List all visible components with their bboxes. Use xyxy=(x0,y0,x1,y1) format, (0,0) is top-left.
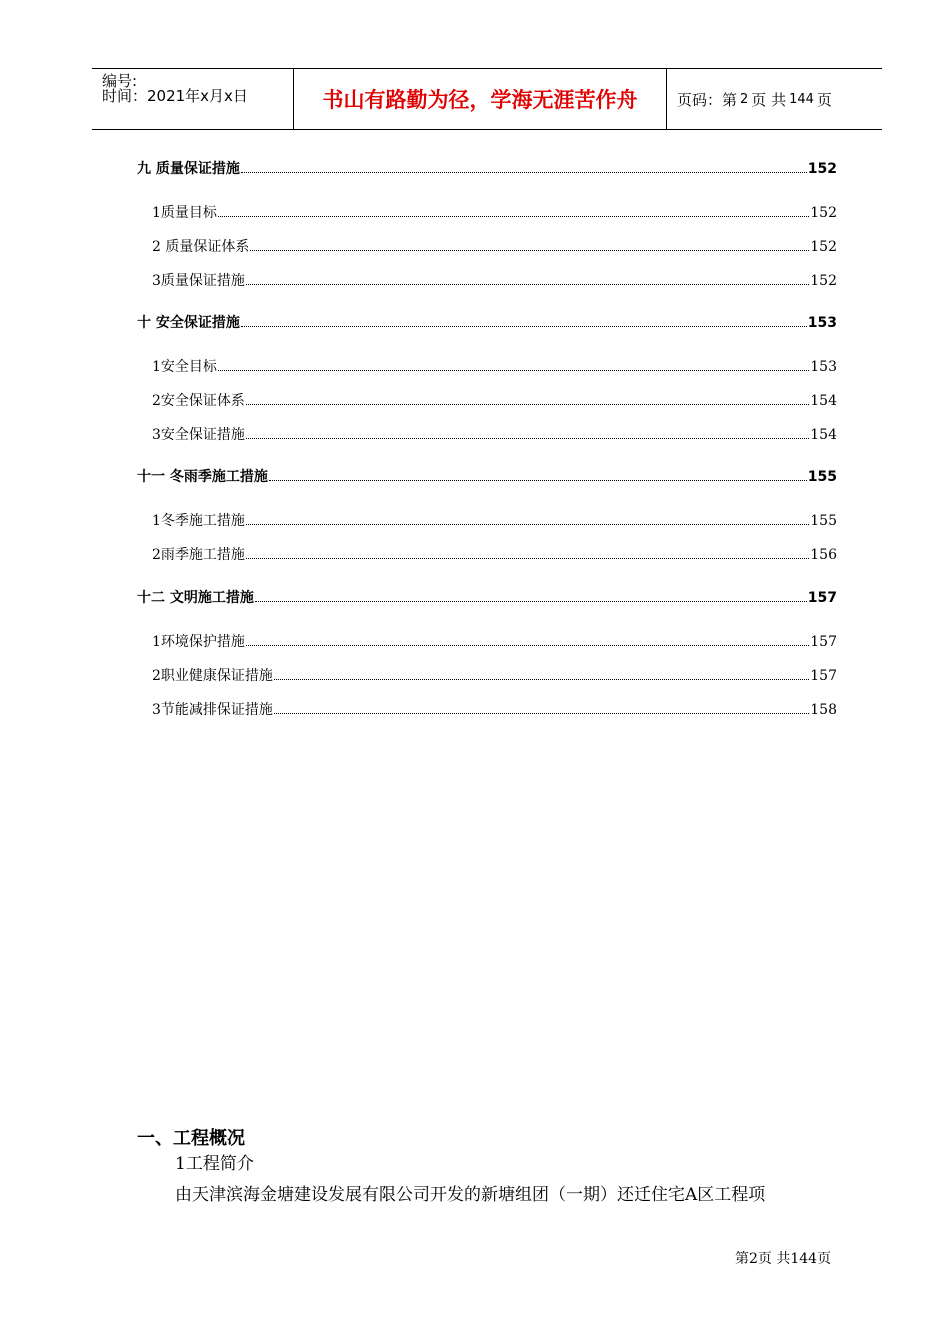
page-total: 144 xyxy=(789,91,814,107)
toc-leader-dots xyxy=(246,557,809,559)
toc-entry[interactable] xyxy=(137,699,837,719)
toc-entry-title: 九 质量保证措施 xyxy=(137,161,240,177)
toc-entry[interactable] xyxy=(137,270,837,290)
toc-entry-title: 3质量保证措施 xyxy=(152,273,245,289)
page-number: 2 xyxy=(740,91,749,107)
toc-entry-page: 157 xyxy=(810,668,837,684)
toc-entry-page: 152 xyxy=(810,239,837,255)
toc-leader-dots xyxy=(246,403,809,405)
toc-entry[interactable] xyxy=(137,390,837,410)
toc-entry[interactable] xyxy=(137,424,837,444)
toc-entry-title: 1环境保护措施 xyxy=(152,634,245,650)
toc-entry-title: 十二 文明施工措施 xyxy=(137,590,254,606)
toc-leader-dots xyxy=(246,644,809,646)
page-footer: 第2页 共144页 xyxy=(735,1251,832,1267)
page-mid: 页 共 xyxy=(751,90,787,109)
toc-entry-page: 158 xyxy=(810,702,837,718)
toc-entry-page: 154 xyxy=(810,427,837,443)
toc-leader-dots xyxy=(255,600,807,602)
toc-entry[interactable] xyxy=(137,236,837,256)
toc-entry-title: 1安全目标 xyxy=(152,359,217,375)
toc-entry-page: 157 xyxy=(807,590,837,606)
toc-entry-title: 1冬季施工措施 xyxy=(152,513,245,529)
page-prefix: 页码：第 xyxy=(677,90,738,109)
toc-entry[interactable] xyxy=(137,356,837,376)
toc-entry-page: 155 xyxy=(807,469,837,485)
toc-entry-page: 152 xyxy=(810,273,837,289)
page-header xyxy=(92,68,882,130)
toc-entry-page: 157 xyxy=(810,634,837,650)
toc-entry-title: 十 安全保证措施 xyxy=(137,315,240,331)
body-paragraph: 由天津滨海金塘建设发展有限公司开发的新塘组团（一期）还迁住宅A区工程项 xyxy=(175,1185,766,1205)
header-motto: 书山有路勤为径，学海无涯苦作舟 xyxy=(294,69,667,129)
number-label: 编号: xyxy=(102,72,138,90)
toc-leader-dots xyxy=(218,215,809,217)
toc-entry-title: 1质量目标 xyxy=(152,205,217,221)
toc-leader-dots xyxy=(218,369,809,371)
page-suffix: 页 xyxy=(816,90,832,109)
section-title: 一、工程概况 xyxy=(137,1128,245,1149)
toc-entry-title: 2职业健康保证措施 xyxy=(152,668,273,684)
header-meta xyxy=(92,69,294,129)
toc-entry[interactable] xyxy=(137,312,837,332)
toc-leader-dots xyxy=(241,325,807,327)
toc-entry[interactable] xyxy=(137,202,837,222)
toc-entry-title: 十一 冬雨季施工措施 xyxy=(137,469,268,485)
toc-entry-page: 153 xyxy=(810,359,837,375)
toc-leader-dots xyxy=(250,249,809,251)
toc-leader-dots xyxy=(246,283,809,285)
subsection-title: 1工程简介 xyxy=(175,1154,254,1174)
toc-entry[interactable] xyxy=(137,466,837,486)
toc-entry-title: 2 质量保证体系 xyxy=(152,239,250,255)
toc-leader-dots xyxy=(241,171,807,173)
toc-entry-page: 152 xyxy=(807,161,837,177)
toc-entry[interactable] xyxy=(137,544,837,564)
toc-leader-dots xyxy=(246,523,809,525)
toc-entry-page: 156 xyxy=(810,547,837,563)
toc-entry-page: 154 xyxy=(810,393,837,409)
toc-entry[interactable] xyxy=(137,587,837,607)
toc-leader-dots xyxy=(274,678,809,680)
toc-entry-page: 153 xyxy=(807,315,837,331)
toc-leader-dots xyxy=(269,479,807,481)
header-page-info xyxy=(667,69,882,129)
toc-leader-dots xyxy=(246,437,809,439)
toc-entry-title: 2雨季施工措施 xyxy=(152,547,245,563)
toc-entry[interactable] xyxy=(137,158,837,178)
toc-entry[interactable] xyxy=(137,665,837,685)
toc-entry-title: 2安全保证体系 xyxy=(152,393,245,409)
toc-entry[interactable] xyxy=(137,631,837,651)
toc-entry-page: 152 xyxy=(810,205,837,221)
toc-entry[interactable] xyxy=(137,510,837,530)
toc-entry-title: 3安全保证措施 xyxy=(152,427,245,443)
toc-entry-title: 3节能减排保证措施 xyxy=(152,702,273,718)
time-label: 时间：2021年x月x日 xyxy=(102,87,248,105)
toc-entry-page: 155 xyxy=(810,513,837,529)
toc-leader-dots xyxy=(274,712,809,714)
